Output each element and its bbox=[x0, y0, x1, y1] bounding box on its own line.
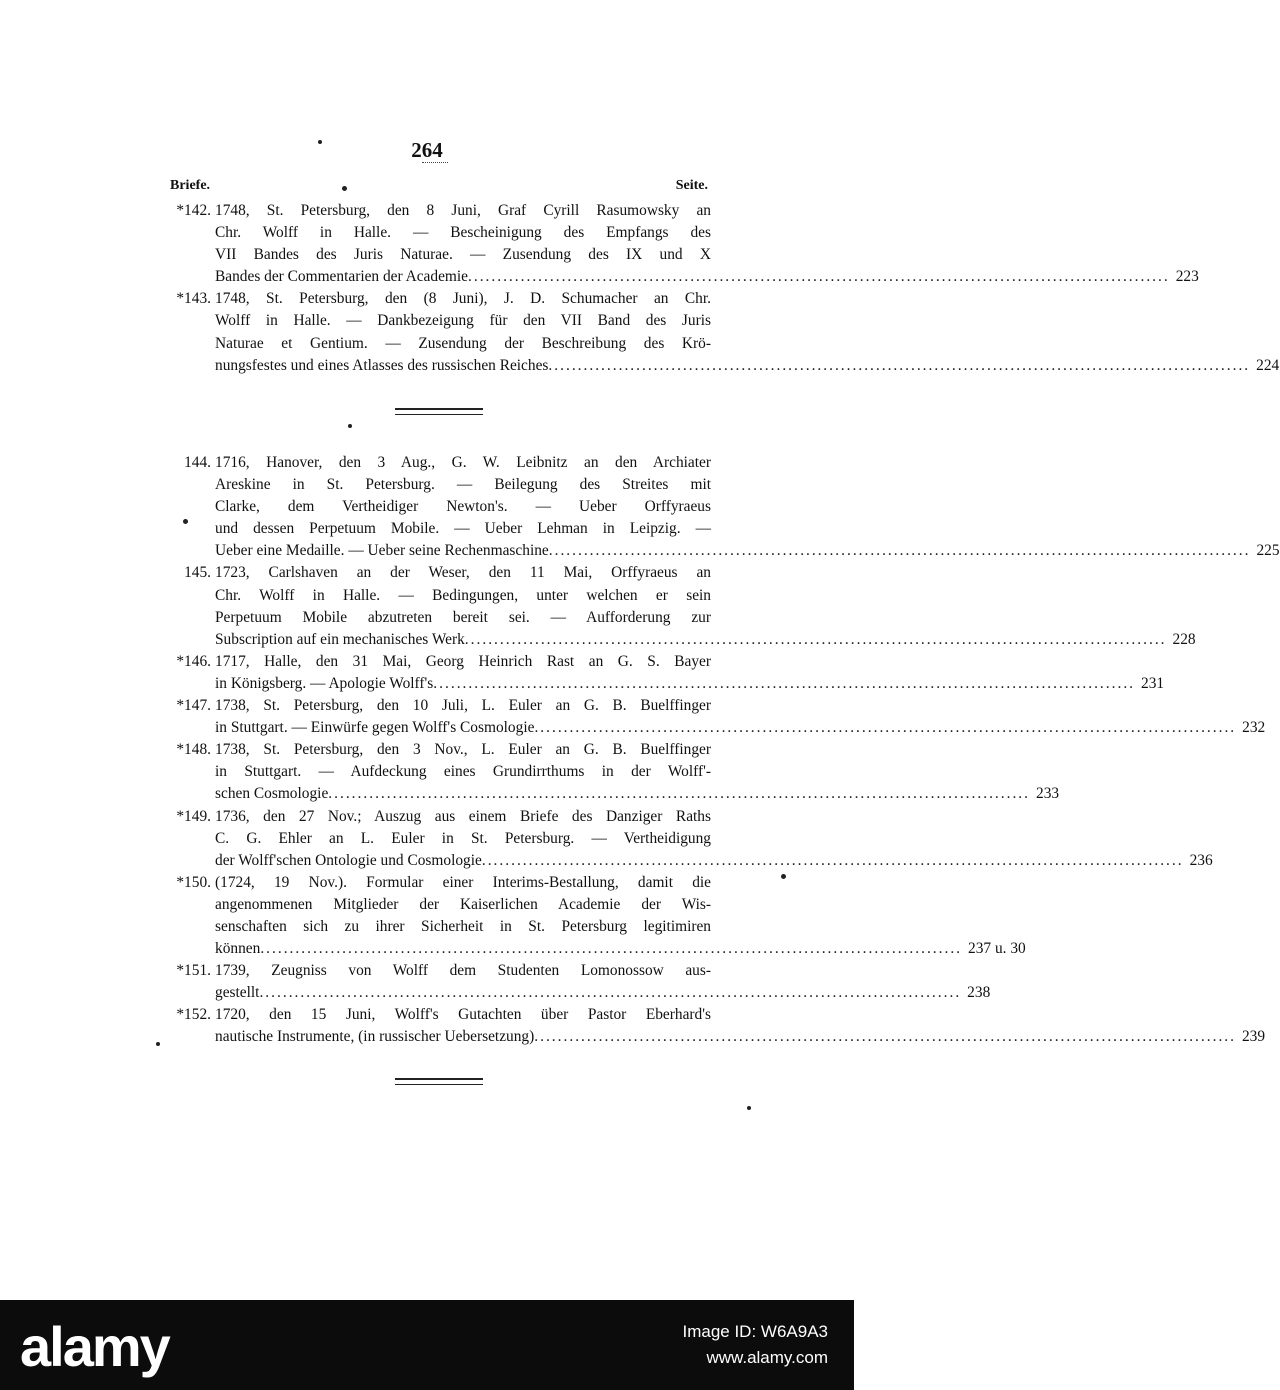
stock-watermark-bar bbox=[0, 1300, 854, 1390]
indent-spacer bbox=[166, 916, 211, 938]
letter-number: *142. bbox=[176, 202, 211, 219]
entry-last-line bbox=[211, 266, 1199, 288]
page-number-rule bbox=[422, 162, 448, 163]
entry-line bbox=[166, 540, 1280, 562]
entry-text: in Königsberg. — Apologie Wolff's bbox=[215, 674, 434, 692]
scan-speck bbox=[781, 874, 786, 879]
letter-number: *150. bbox=[176, 873, 211, 891]
entry-line bbox=[166, 894, 711, 916]
scan-speck bbox=[348, 424, 352, 428]
entry-text: schen Cosmologie bbox=[215, 785, 329, 803]
alamy-logo: alamy bbox=[20, 1315, 169, 1378]
letter-entry bbox=[166, 651, 1165, 695]
dot-leader: ........................................................................................................................ bbox=[260, 940, 963, 958]
entry-line bbox=[166, 850, 1213, 872]
scan-speck bbox=[342, 186, 347, 191]
indent-spacer bbox=[166, 761, 211, 783]
entry-last-line bbox=[211, 783, 1059, 805]
letter-entry bbox=[166, 806, 1213, 872]
end-divider bbox=[395, 1078, 483, 1085]
entry-text: nungsfestes und eines Atlasses des russischen Reiches bbox=[215, 356, 549, 374]
dot-leader: ........................................................................................................................ bbox=[481, 851, 1184, 869]
indent-spacer bbox=[166, 355, 211, 377]
letter-group-1 bbox=[166, 200, 1280, 377]
entry-text: nautische Instrumente, (in russischer Uebersetzung) bbox=[215, 1028, 535, 1046]
entry-line bbox=[166, 452, 711, 474]
page-reference: 223 bbox=[1175, 268, 1199, 286]
indent-spacer bbox=[166, 607, 211, 629]
page-reference: 224 bbox=[1256, 356, 1280, 374]
entry-text: Wolff in Halle. — Dankbezeigung für den VII Band des Juris bbox=[215, 312, 711, 330]
entry-last-line bbox=[211, 982, 990, 1004]
entry-text: Chr. Wolff in Halle. — Bedingungen, unter welchen er sein bbox=[215, 586, 711, 604]
entry-text: senschaften sich zu ihrer Sicherheit in St. Petersburg legitimiren bbox=[215, 917, 711, 935]
indent-spacer bbox=[166, 496, 211, 518]
page-reference: 225 bbox=[1256, 542, 1280, 560]
entry-line bbox=[166, 806, 711, 828]
column-header-seite: Seite. bbox=[675, 178, 708, 193]
entry-line bbox=[166, 717, 1266, 739]
indent-spacer bbox=[166, 333, 211, 355]
column-header-briefe: Briefe. bbox=[170, 178, 211, 193]
dot-leader: ........................................................................................................................ bbox=[433, 674, 1136, 692]
dot-leader: ........................................................................................................................ bbox=[534, 1028, 1236, 1046]
entry-text: C. G. Ehler an L. Euler in St. Petersburg. — Vertheidigung bbox=[215, 829, 711, 847]
entry-line bbox=[166, 518, 711, 540]
entry-text: 1716, Hanover, den 3 Aug., G. W. Leibnitz an den Archiater bbox=[215, 454, 711, 471]
entry-last-line bbox=[211, 673, 1164, 695]
page-reference: 238 bbox=[967, 984, 991, 1002]
entry-line bbox=[166, 562, 711, 584]
entry-text: 1748, St. Petersburg, den 8 Juni, Graf Cyrill Rasumowsky an bbox=[215, 202, 711, 219]
entry-line bbox=[166, 739, 711, 761]
entry-line bbox=[166, 355, 1280, 377]
dot-leader: ........................................................................................................................ bbox=[548, 542, 1251, 560]
entry-line bbox=[166, 673, 1165, 695]
entry-text: Perpetuum Mobile abzutreten bereit sei. — Aufforderung zur bbox=[215, 608, 711, 626]
entry-last-line bbox=[211, 850, 1213, 872]
entry-last-line bbox=[211, 629, 1196, 651]
letter-entry bbox=[166, 739, 1060, 805]
page-reference: 233 bbox=[1036, 785, 1060, 803]
dot-leader: ........................................................................................................................ bbox=[328, 785, 1030, 803]
entry-text: gestellt bbox=[215, 984, 260, 1002]
letter-number: *149. bbox=[176, 807, 211, 825]
entry-line bbox=[166, 585, 711, 607]
dot-leader: ........................................................................................................................ bbox=[259, 984, 962, 1002]
letter-entry bbox=[166, 695, 1266, 739]
dot-leader: ........................................................................................................................ bbox=[548, 356, 1251, 374]
entry-text: und dessen Perpetuum Mobile. — Ueber Lehman in Leipzig. — bbox=[215, 520, 711, 538]
entry-line bbox=[166, 783, 1060, 805]
scan-speck bbox=[747, 1106, 751, 1110]
entry-text: der Wolff'schen Ontologie und Cosmologie bbox=[215, 851, 482, 869]
entry-text: 1738, St. Petersburg, den 10 Juli, L. Euler an G. B. Buelffinger bbox=[215, 697, 711, 715]
entry-line bbox=[166, 960, 711, 982]
entry-line bbox=[166, 938, 1026, 960]
entry-text: Subscription auf ein mechanisches Werk bbox=[215, 630, 465, 648]
indent-spacer bbox=[166, 1026, 211, 1048]
entry-text: in Stuttgart. — Aufdeckung eines Grundirrthums in der Wolff'- bbox=[215, 763, 711, 781]
entry-text: können bbox=[215, 940, 261, 958]
letter-number: *148. bbox=[176, 741, 211, 759]
indent-spacer bbox=[166, 474, 211, 496]
entry-line bbox=[166, 244, 711, 266]
entry-line bbox=[166, 222, 711, 244]
indent-spacer bbox=[166, 894, 211, 916]
page-reference: 239 bbox=[1241, 1028, 1266, 1046]
entry-last-line bbox=[211, 938, 1026, 960]
letter-number: 145. bbox=[184, 564, 211, 582]
entry-line bbox=[166, 916, 711, 938]
page-reference: 237 u. 30 bbox=[968, 940, 1026, 958]
entry-text: 1736, den 27 Nov.; Auszug aus einem Briefe des Danziger Raths bbox=[215, 807, 711, 825]
indent-spacer bbox=[166, 244, 211, 266]
entry-text: 1738, St. Petersburg, den 3 Nov., L. Euler an G. B. Buelffinger bbox=[215, 741, 711, 759]
entry-line bbox=[166, 474, 711, 496]
indent-spacer bbox=[166, 585, 211, 607]
page-reference: 232 bbox=[1242, 719, 1266, 737]
page-reference: 236 bbox=[1189, 851, 1213, 869]
entry-line bbox=[166, 310, 711, 332]
entry-text: 1723, Carlshaven an der Weser, den 11 Mai, Orffyraeus an bbox=[215, 564, 711, 582]
indent-spacer bbox=[166, 518, 211, 540]
indent-spacer bbox=[166, 222, 211, 244]
entry-text: Areskine in St. Petersburg. — Beilegung des Streites mit bbox=[215, 476, 711, 494]
scan-speck bbox=[318, 140, 322, 144]
entry-text: 1739, Zeugniss von Wolff dem Studenten Lomonossow aus- bbox=[215, 962, 711, 980]
entry-line bbox=[166, 695, 711, 717]
entry-line bbox=[166, 651, 711, 673]
letter-entry bbox=[166, 960, 991, 1004]
indent-spacer bbox=[166, 717, 211, 739]
entry-line bbox=[166, 607, 711, 629]
entry-line bbox=[166, 266, 1199, 288]
image-id: Image ID: W6A9A3 bbox=[682, 1322, 828, 1341]
entry-text: angenommenen Mitglieder der Kaiserlichen Academie der Wis- bbox=[215, 895, 711, 913]
entry-line bbox=[166, 982, 991, 1004]
entry-text: VII Bandes des Juris Naturae. — Zusendung des IX und X bbox=[215, 246, 711, 264]
entry-text: Ueber eine Medaille. — Ueber seine Rechenmaschine bbox=[215, 542, 549, 560]
entry-text: in Stuttgart. — Einwürfe gegen Wolff's Cosmologie bbox=[215, 719, 535, 737]
letter-number: *147. bbox=[176, 697, 211, 715]
page-number: 264 bbox=[411, 138, 443, 162]
indent-spacer bbox=[166, 982, 211, 1004]
entry-line bbox=[166, 1004, 711, 1026]
section-divider bbox=[395, 408, 483, 415]
dot-leader: ........................................................................................................................ bbox=[468, 268, 1170, 286]
indent-spacer bbox=[166, 783, 211, 805]
entry-line bbox=[166, 1026, 1266, 1048]
entry-text: Chr. Wolff in Halle. — Bescheinigung des Empfangs des bbox=[215, 224, 711, 242]
entry-line bbox=[166, 288, 711, 310]
entry-text: (1724, 19 Nov.). Formular einer Interims-Bestallung, damit die bbox=[215, 873, 711, 891]
letter-number: *152. bbox=[176, 1006, 211, 1024]
scan-speck bbox=[156, 1042, 160, 1046]
entry-line bbox=[166, 761, 711, 783]
entry-text: 1720, den 15 Juni, Wolff's Gutachten über Pastor Eberhard's bbox=[215, 1006, 711, 1024]
entry-text: Naturae et Gentium. — Zusendung der Beschreibung des Krö- bbox=[215, 334, 711, 352]
indent-spacer bbox=[166, 850, 211, 872]
letter-group-2 bbox=[166, 452, 1280, 1049]
page-reference: 231 bbox=[1141, 674, 1165, 692]
letter-number: *151. bbox=[176, 962, 211, 980]
letter-entry bbox=[166, 452, 1280, 562]
entry-text: Bandes der Commentarien der Academie bbox=[215, 268, 468, 286]
indent-spacer bbox=[166, 828, 211, 850]
entry-last-line bbox=[211, 355, 1279, 377]
dot-leader: ........................................................................................................................ bbox=[534, 719, 1237, 737]
entry-line bbox=[166, 200, 711, 222]
entry-text: Clarke, dem Vertheidiger Newton's. — Ueber Orffyraeus bbox=[215, 498, 711, 516]
letter-number: *146. bbox=[176, 652, 211, 670]
indent-spacer bbox=[166, 673, 211, 695]
entry-line bbox=[166, 333, 711, 355]
dot-leader: ........................................................................................................................ bbox=[464, 630, 1167, 648]
letter-number: 144. bbox=[184, 454, 211, 471]
entry-line bbox=[166, 496, 711, 518]
letter-entry bbox=[166, 562, 1196, 650]
entry-text: 1717, Halle, den 31 Mai, Georg Heinrich Rast an G. S. Bayer bbox=[215, 652, 711, 670]
entry-line bbox=[166, 828, 711, 850]
indent-spacer bbox=[166, 629, 211, 651]
site-url: www.alamy.com bbox=[706, 1348, 828, 1367]
entry-last-line bbox=[211, 540, 1280, 562]
entry-line bbox=[166, 629, 1196, 651]
entry-last-line bbox=[211, 717, 1265, 739]
entry-last-line bbox=[211, 1026, 1265, 1048]
page-reference: 228 bbox=[1172, 630, 1196, 648]
letter-entry bbox=[166, 872, 1026, 960]
indent-spacer bbox=[166, 540, 211, 562]
entry-line bbox=[166, 872, 711, 894]
entry-text: 1748, St. Petersburg, den (8 Juni), J. D. Schumacher an Chr. bbox=[215, 290, 711, 308]
letter-entry bbox=[166, 288, 1280, 376]
letter-number: *143. bbox=[176, 290, 211, 308]
indent-spacer bbox=[166, 266, 211, 288]
letter-entry bbox=[166, 200, 1199, 288]
letter-entry bbox=[166, 1004, 1266, 1048]
indent-spacer bbox=[166, 938, 211, 960]
indent-spacer bbox=[166, 310, 211, 332]
scan-speck bbox=[183, 519, 188, 524]
